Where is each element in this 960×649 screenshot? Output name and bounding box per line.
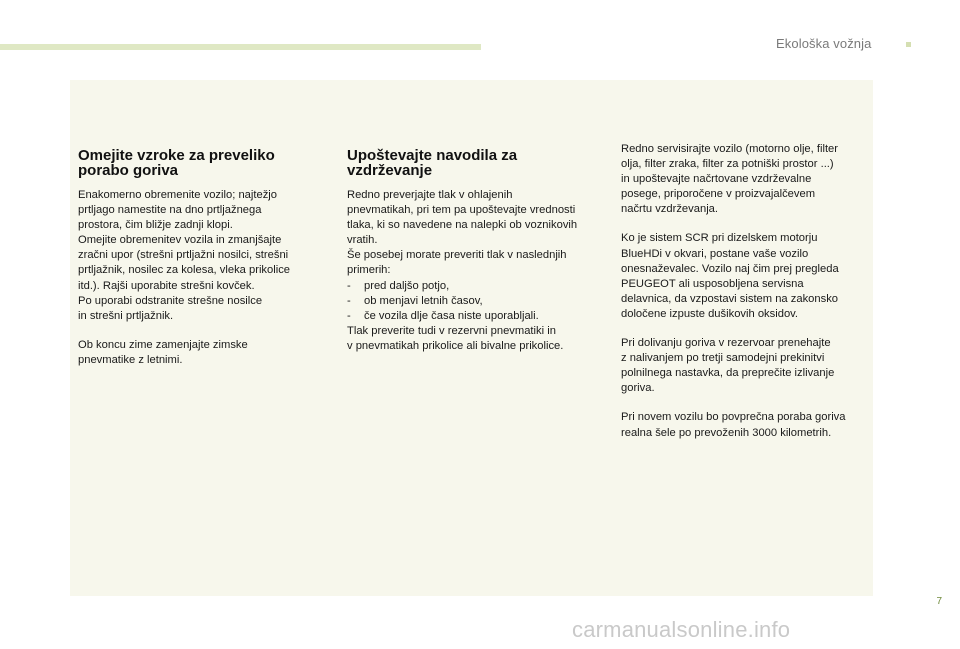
header-accent-bar (0, 44, 481, 50)
tire-check-list (347, 279, 599, 324)
column-fuel-consumption (78, 148, 310, 368)
col2-paragraph-1: Redno preverjajte tlak v ohlajenih pnevmatikah, pri tem pa upoštevajte vrednosti tlaka, ki so navedene na nalepki ob voznikovih vratih. Še posebej morate preveriti tlak v naslednjih primerih: (347, 189, 578, 277)
list-item: - pred daljšo potjo, (347, 279, 599, 294)
watermark: carmanualsonline.info (572, 617, 791, 642)
col1-paragraph-2: Ob koncu zime zamenjajte zimske pnevmatike z letnimi. (78, 338, 248, 366)
column-maintenance (347, 148, 599, 354)
list-item: - ob menjavi letnih časov, (347, 294, 599, 309)
column-service-notes (621, 142, 865, 441)
col3-paragraph-2: Ko je sistem SCR pri dizelskem motorju BlueHDi v okvari, postane vaše vozilo onesnaževalec. Vozilo naj čim prej pregleda PEUGEOT ali usposobljena servisna delavnica, da vzpostavi sistem na zakonsko določene izpuste dušikovih oksidov. (621, 232, 839, 320)
list-item: - če vozila dlje časa niste uporabljali. (347, 309, 599, 324)
col3-paragraph-1: Redno servisirajte vozilo (motorno olje, filter olja, filter zraka, filter za potniški prostor ...) in upoštevajte načrtovane vzdrževalne posege, priporočene v proizvajalčevem načrtu vzdrževanja. (621, 143, 838, 216)
section-title: Ekološka vožnja (776, 36, 872, 51)
page-number: 7 (936, 596, 942, 607)
col2-paragraph-2: Tlak preverite tudi v rezervni pnevmatiki in v pnevmatikah prikolice ali bivalne prikolice. (347, 324, 564, 352)
heading-maintenance: Upoštevajte navodila za vzdrževanje (347, 147, 518, 179)
section-marker (906, 42, 911, 47)
col1-paragraph-1: Enakomerno obremenite vozilo; najtežjo prtljago namestite na dno prtljažnega prostora, čim bližje zadnji klopi. Omejite obremenitev vozila in zmanjšajte zračni upor (strešni prtljažni nosilci, strešni prtljažnik, nosilec za kolesa, vleka prikolice itd.). Rajši uporabite strešni kovček. Po uporabi odstranite strešne nosilce in strešni prtljažnik. (78, 189, 291, 322)
col3-paragraph-3: Pri dolivanju goriva v rezervoar prenehajte z nalivanjem po tretji samodejni prekinitvi polnilnega nastavka, da preprečite izlivanje goriva. (621, 337, 835, 395)
col3-paragraph-4: Pri novem vozilu bo povprečna poraba goriva realna šele po prevoženih 3000 kilometrih. (621, 411, 846, 439)
heading-fuel-consumption: Omejite vzroke za preveliko porabo goriva (78, 147, 275, 179)
